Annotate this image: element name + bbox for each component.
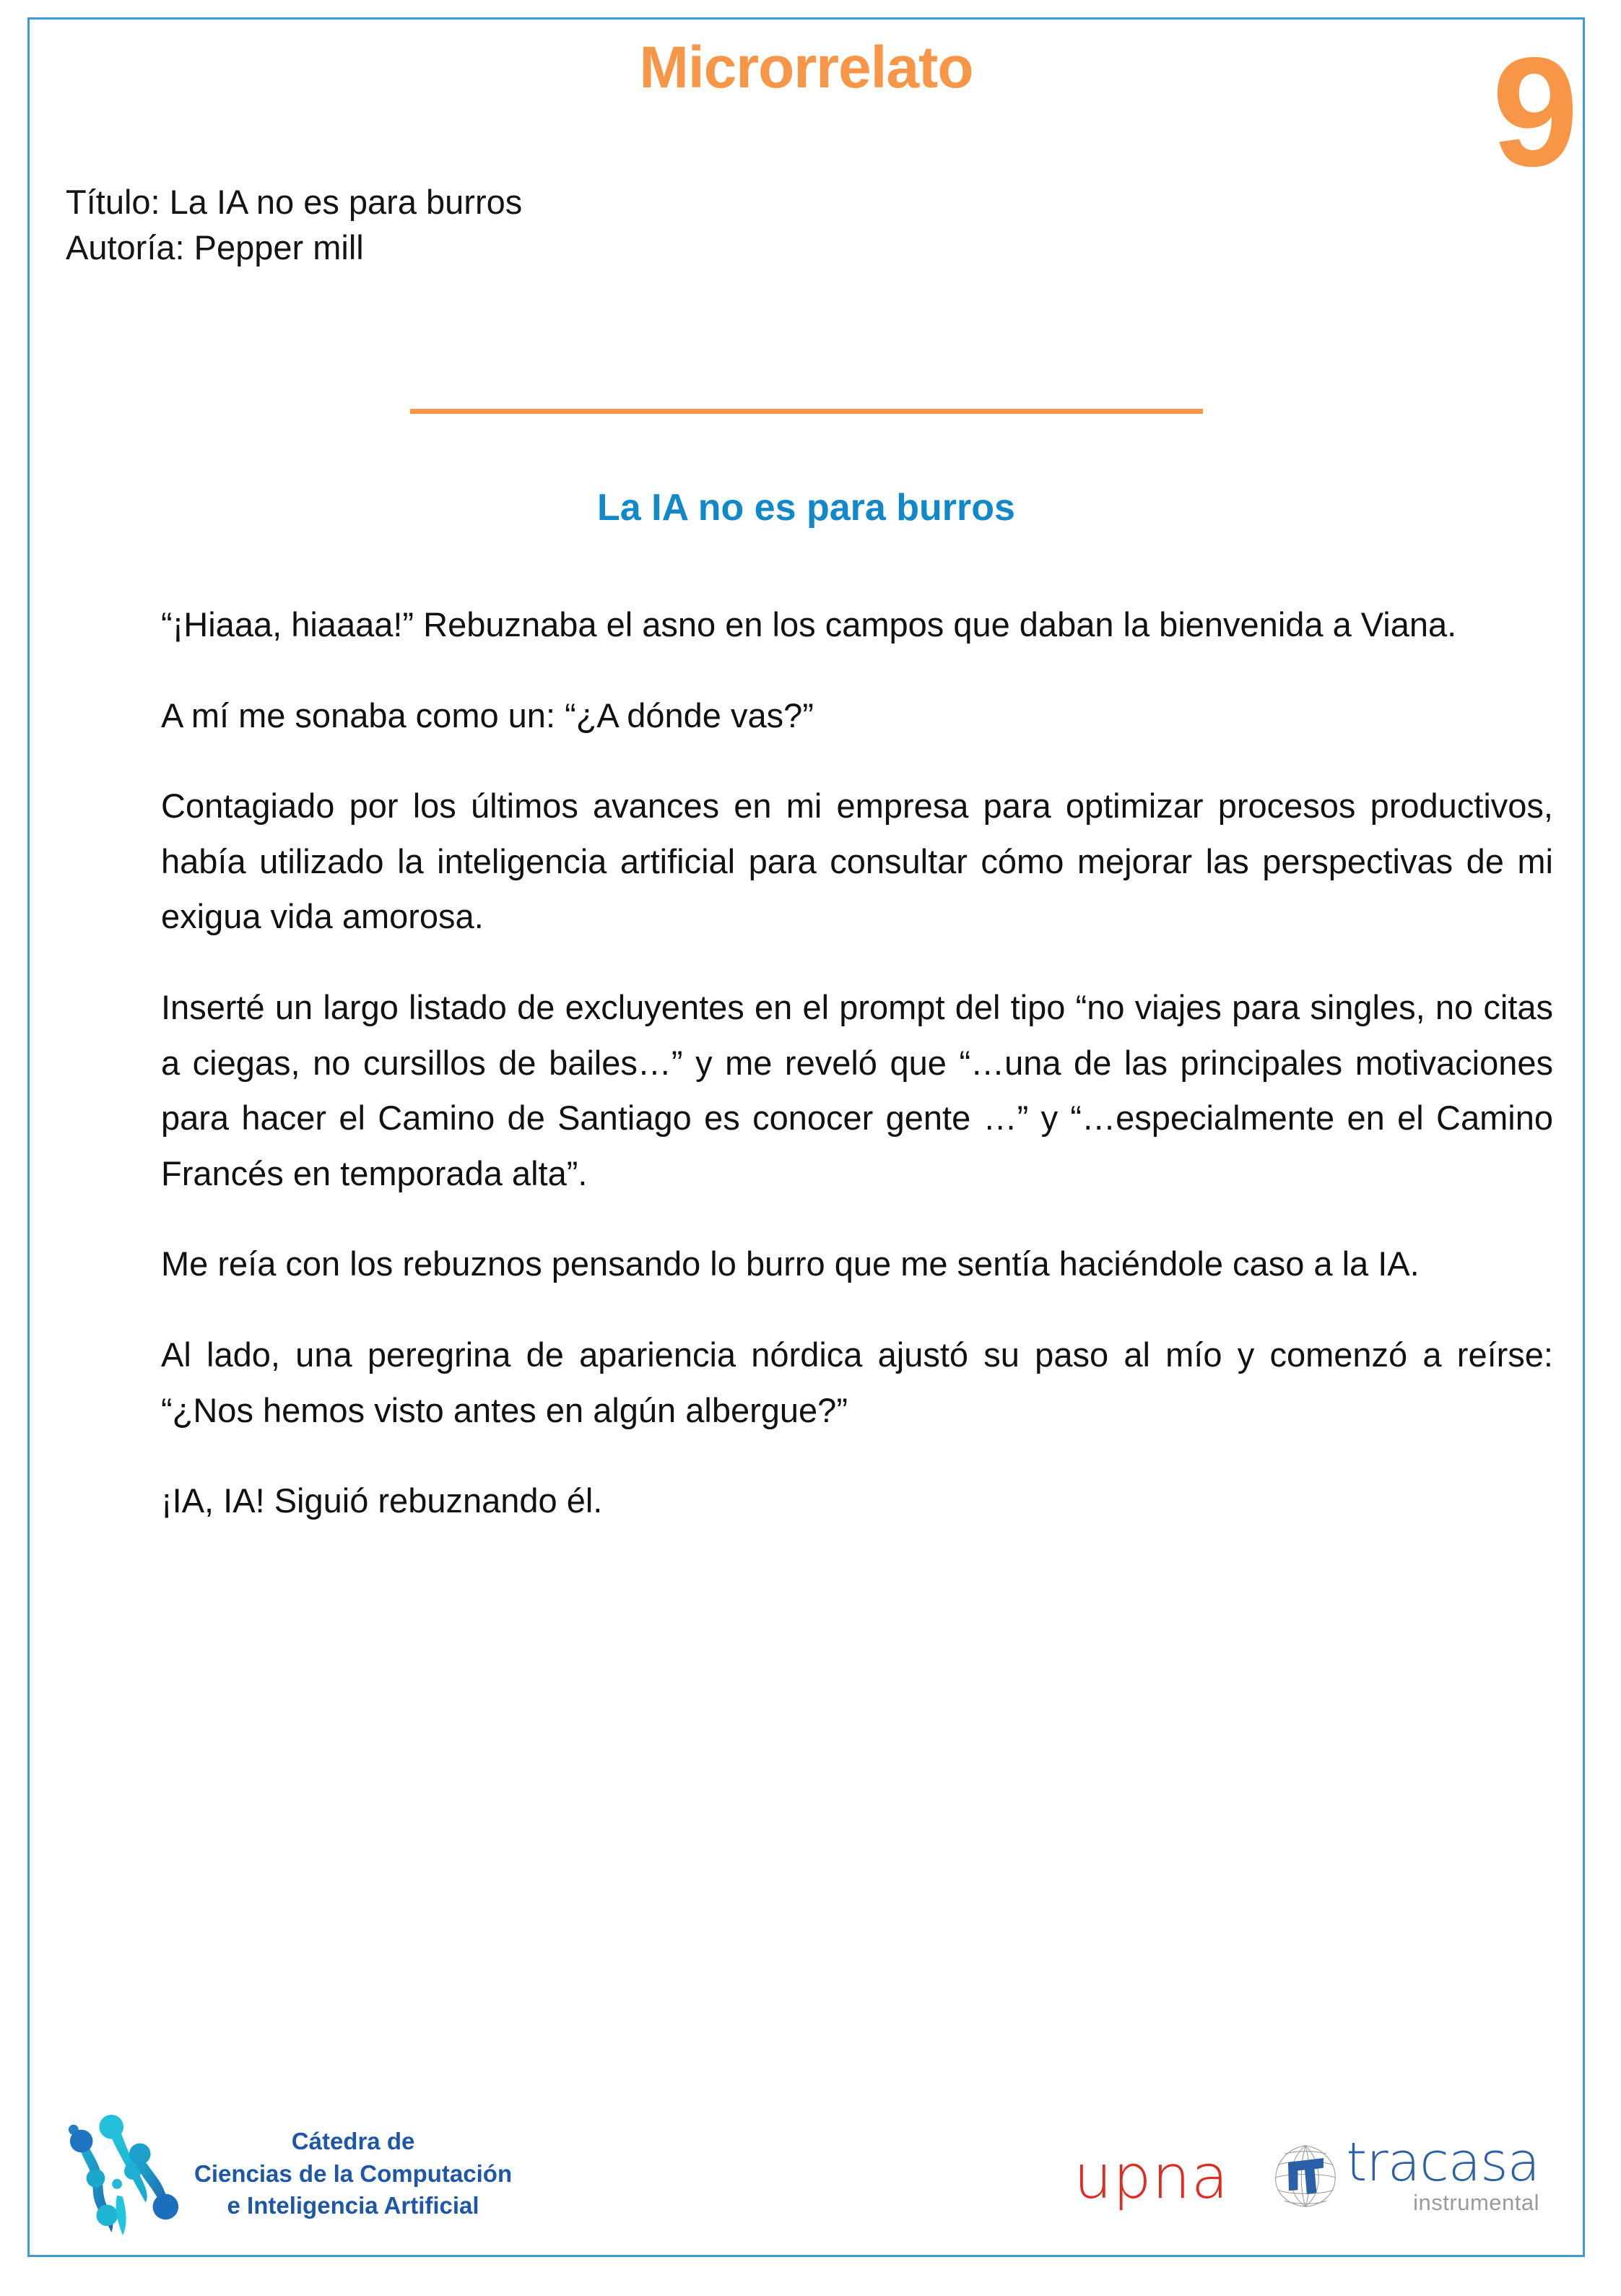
story-paragraph: Contagiado por los últimos avances en mi empresa para optimizar procesos productivos, había utilizado la inteligencia artificial para consultar cómo mejorar las perspectivas de mi exigua vida amorosa.	[161, 787, 1553, 936]
tracasa-subtitle: instrumental	[1413, 2190, 1539, 2215]
page-title: Microrrelato	[639, 35, 973, 100]
metadata-author: Autoría: Pepper mill	[66, 228, 364, 267]
story-paragraph: A mí me sonaba como un: “¿A dónde vas?”	[161, 696, 814, 735]
tracasa-logo	[1271, 2131, 1539, 2216]
upna-logo: upna	[1074, 2141, 1230, 2212]
document-metadata	[66, 180, 522, 270]
catedra-logo	[64, 2109, 512, 2239]
catedra-logo-text	[194, 2126, 512, 2222]
grid-sphere-icon	[1271, 2141, 1340, 2211]
document-footer	[30, 2079, 1583, 2245]
network-nodes-icon	[64, 2109, 186, 2239]
catedra-line-3: e Inteligencia Artificial	[227, 2192, 479, 2219]
document-header	[30, 20, 1583, 330]
story-paragraph: “¡Hiaaa, hiaaaa!” Rebuznaba el asno en los campos que daban la bienvenida a Viana.	[161, 605, 1457, 644]
catedra-line-1: Cátedra de	[291, 2128, 415, 2155]
story-paragraph: Me reía con los rebuznos pensando lo burro que me sentía haciéndole caso a la IA.	[161, 1244, 1420, 1283]
story-paragraph: ¡IA, IA! Siguió rebuznando él.	[161, 1481, 603, 1520]
tracasa-name: tracasa	[1346, 2131, 1539, 2194]
story-title: La IA no es para burros	[597, 487, 1015, 529]
metadata-title: Título: La IA no es para burros	[66, 183, 523, 221]
story-paragraph: Inserté un largo listado de excluyentes en el prompt del tipo “no viajes para singles, no citas a ciegas, no cursillos de bailes…” y me reveló que “…una de las principales motivaciones para hacer el Camino de Santiago es conocer gente …” y “…especialmente en el Camino Francés en temporada alta”.	[161, 988, 1553, 1192]
story-body	[161, 597, 1553, 1529]
issue-number-badge: 9	[1492, 25, 1578, 199]
partner-logos	[1074, 2131, 1539, 2216]
story-paragraph: Al lado, una peregrina de apariencia nórdica ajustó su paso al mío y comenzó a reírse: “¿Nos hemos visto antes en algún albergue?”	[161, 1335, 1553, 1429]
tracasa-wordmark	[1346, 2131, 1539, 2216]
section-divider-wrap	[30, 404, 1583, 417]
document-page	[27, 17, 1585, 2257]
section-divider	[410, 409, 1203, 414]
catedra-line-2: Ciencias de la Computación	[194, 2159, 513, 2187]
